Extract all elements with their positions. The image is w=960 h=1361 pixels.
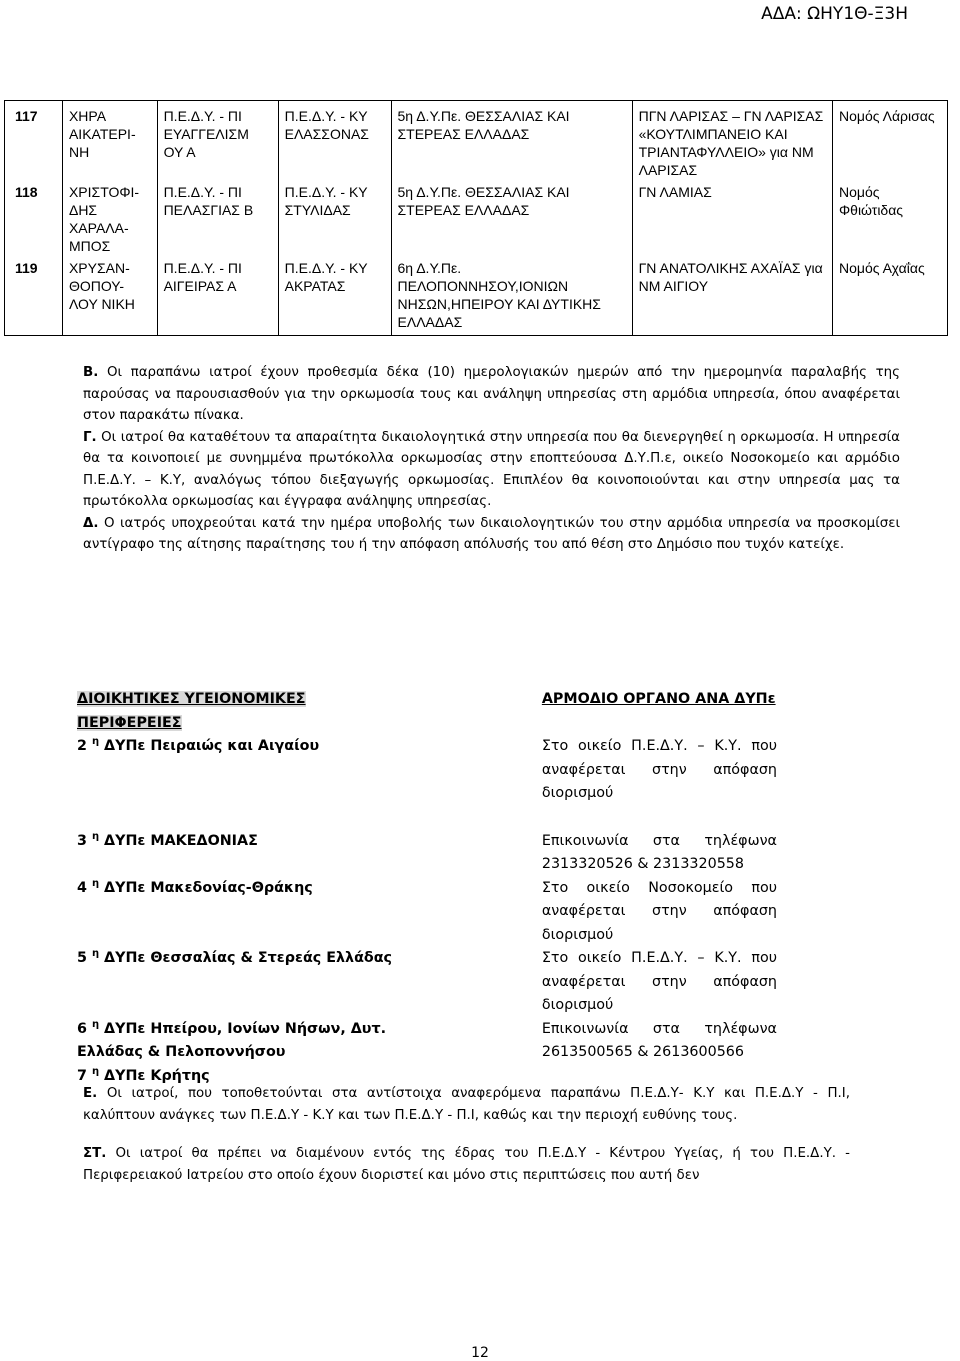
- table-row: [5, 101, 948, 184]
- ordinal-sup: η: [91, 736, 100, 748]
- dype-title: ΔΥΠε Πειραιώς και Αιγαίου: [104, 738, 320, 754]
- table-row: [5, 183, 948, 259]
- dype-title: ΔΥΠε Ηπείρου, Ιονίων Νήσων, Δυτ. Ελλάδας & Πελοποννήσου: [77, 1020, 387, 1060]
- ordinal-sup: η: [91, 877, 100, 889]
- table-row: [77, 735, 777, 806]
- prefecture: Νομός Φθιώτιδας: [832, 183, 947, 259]
- hospital: ΓΝ ΑΝΑΤΟΛΙΚΗΣ ΑΧΑΪΑΣ για ΝΜ ΑΙΓΙΟΥ: [632, 259, 832, 336]
- document-code: ΑΔΑ: ΩΗΥ1Θ-Ξ3Η: [761, 4, 908, 24]
- section-e: [83, 1083, 850, 1127]
- section-st: [83, 1143, 850, 1187]
- dype-organ-table: [77, 688, 777, 1088]
- section-c: [83, 427, 900, 513]
- dype-title: ΔΥΠε Μακεδονίας-Θράκης: [104, 879, 313, 896]
- row-number: 118: [5, 183, 63, 259]
- instructions-body: [83, 362, 900, 556]
- closing-body: [83, 1083, 850, 1203]
- section-e-label: Ε.: [83, 1086, 98, 1101]
- doctor-name: ΧΡΥΣΑΝ-ΘΟΠΟΥ-ΛΟΥ ΝΙΚΗ: [62, 259, 157, 336]
- row-number: 117: [5, 101, 63, 184]
- table-row: [77, 1018, 777, 1065]
- ordinal-sup: η: [91, 830, 100, 842]
- dype-organ: Στο οικείο Π.Ε.Δ.Υ. – Κ.Υ. που αναφέρεται στην απόφαση διορισμού: [541, 950, 777, 1013]
- ordinal-sup: η: [91, 1018, 100, 1030]
- dype-num: 5: [77, 950, 87, 966]
- dype-title: ΔΥΠε Θεσσαλίας & Στερεάς Ελλάδας: [104, 950, 393, 966]
- header-left-line2: ΠΕΡΙΦΕΡΕΙΕΣ: [77, 714, 182, 731]
- dype-title: ΔΥΠε ΜΑΚΕΔΟΝΙΑΣ: [104, 832, 258, 849]
- dype-organ: Επικοινωνία στα τηλέφωνα 2313320526 & 2313320558: [541, 832, 777, 872]
- section-b: [83, 362, 900, 427]
- page-number: 12: [471, 1345, 489, 1361]
- section-d-text: Ο ιατρός υποχρεούται κατά την ημέρα υποβολής των δικαιολογητικών του στην αρμόδια υπηρεσία να προσκομίσει αντίγραφο της αίτησης παραίτησης του ή την απόφαση απόλυσής του από θέση στο Δημόσιο που τυχόν κατείχε.: [83, 515, 900, 552]
- prefecture: Νομός Λάρισας: [832, 101, 947, 184]
- section-d: [83, 513, 900, 556]
- section-st-text: Οι ιατροί θα πρέπει να διαμένουν εντός της έδρας του Π.Ε.Δ.Υ - Κέντρου Υγείας, ή του Π.Ε.Δ.Υ. - Περιφερειακού Ιατρείου στο οποίο έχουν διοριστεί και μόνο στις περιπτώσεις που αυτή δεν: [83, 1146, 850, 1183]
- ped-ky: Π.Ε.Δ.Υ. - ΚΥ ΑΚΡΑΤΑΣ: [278, 259, 391, 336]
- header-left-line1: ΔΙΟΙΚΗΤΙΚΕΣ ΥΓΕΙΟΝΟΜΙΚΕΣ: [77, 691, 306, 707]
- dype-table-header: [77, 688, 777, 735]
- table-row: [77, 947, 777, 1018]
- section-st-label: ΣΤ.: [83, 1146, 107, 1161]
- ped-pi: Π.Ε.Δ.Υ. - ΠΙ ΑΙΓΕΙΡΑΣ Α: [157, 259, 278, 336]
- section-d-label: Δ.: [83, 515, 99, 531]
- dype-num: 3: [77, 832, 87, 849]
- section-b-text: Οι παραπάνω ιατροί έχουν προθεσμία δέκα (10) ημερολογιακών ημερών από την ημερομηνία παραλαβής της παρούσας να παρουσιασθούν για την ορκωμοσία τους και ανάληψη υπηρεσίας στη αρμόδια υπηρεσία, όπου αναφέρεται στον παρακάτω πίνακα.: [83, 365, 900, 423]
- dype-organ: Στο οικείο Νοσοκομείο που αναφέρεται στην απόφαση διορισμού: [541, 879, 777, 943]
- doctor-name: ΧΡΙΣΤΟΦΙ-ΔΗΣ ΧΑΡΑΛΑ-ΜΠΟΣ: [62, 183, 157, 259]
- table-row: [5, 259, 948, 336]
- row-number: 119: [5, 259, 63, 336]
- ped-ky: Π.Ε.Δ.Υ. - ΚΥ ΕΛΑΣΣΟΝΑΣ: [278, 101, 391, 184]
- section-c-label: Γ.: [83, 429, 97, 445]
- header-right: ΑΡΜΟΔΙΟ ΟΡΓΑΝΟ ΑΝΑ ΔΥΠε: [541, 691, 776, 707]
- dype-num: 4: [77, 879, 87, 896]
- dype-num: 2: [77, 738, 87, 754]
- ordinal-sup: η: [91, 1065, 100, 1077]
- table-row: [77, 877, 777, 948]
- hospital: ΓΝ ΛΑΜΙΑΣ: [632, 183, 832, 259]
- dype-num: 7: [77, 1067, 87, 1084]
- doctor-name: ΧΗΡΑ ΑΙΚΑΤΕΡΙ-ΝΗ: [62, 101, 157, 184]
- ordinal-sup: η: [91, 948, 100, 960]
- dype: 6η Δ.Υ.Πε. ΠΕΛΟΠΟΝΝΗΣΟΥ,ΙΟΝΙΩΝ ΝΗΣΩΝ,ΗΠΕΙΡΟΥ ΚΑΙ ΔΥΤΙΚΗΣ ΕΛΛΑΔΑΣ: [391, 259, 632, 336]
- hospital: ΠΓΝ ΛΑΡΙΣΑΣ – ΓΝ ΛΑΡΙΣΑΣ «ΚΟΥΤΛΙΜΠΑΝΕΙΟ ΚΑΙ ΤΡΙΑΝΤΑΦΥΛΛΕΙΟ» για ΝΜ ΛΑΡΙΣΑΣ: [632, 101, 832, 184]
- table-row: [77, 830, 777, 877]
- dype-title: ΔΥΠε Κρήτης: [104, 1067, 210, 1084]
- section-b-label: Β.: [83, 365, 99, 380]
- dype: 5η Δ.Υ.Πε. ΘΕΣΣΑΛΙΑΣ ΚΑΙ ΣΤΕΡΕΑΣ ΕΛΛΑΔΑΣ: [391, 183, 632, 259]
- ped-pi: Π.Ε.Δ.Υ. - ΠΙ ΠΕΛΑΣΓΙΑΣ Β: [157, 183, 278, 259]
- prefecture: Νομός Αχαΐας: [832, 259, 947, 336]
- section-c-text: Οι ιατροί θα καταθέτουν τα απαραίτητα δικαιολογητικά στην υπηρεσία που θα διενεργηθεί η ορκωμοσία. Η υπηρεσία θα τα κοινοποιεί με συνημμένα πρωτόκολλα ορκωμοσίας στην εποπτεύουσα Δ.Υ.Π.ε, οικείο Νοσοκομείο και αρμόδιο Π.Ε.Δ.Υ. – Κ.Υ, αναλόγως τόπου διεξαγωγής ορκωμοσίας. Επιπλέον θα κοινοποιούνται και στην υπηρεσία μας τα πρωτόκολλα ορκωμοσίας και έγγραφα ανάληψης υπηρεσίας.: [83, 429, 900, 509]
- dype: 5η Δ.Υ.Πε. ΘΕΣΣΑΛΙΑΣ ΚΑΙ ΣΤΕΡΕΑΣ ΕΛΛΑΔΑΣ: [391, 101, 632, 184]
- appointments-table: [4, 100, 948, 336]
- ped-pi: Π.Ε.Δ.Υ. - ΠΙ ΕΥΑΓΓΕΛΙΣΜ ΟΥ Α: [157, 101, 278, 184]
- dype-num: 6: [77, 1020, 87, 1037]
- ped-ky: Π.Ε.Δ.Υ. - ΚΥ ΣΤΥΛΙΔΑΣ: [278, 183, 391, 259]
- dype-organ: Επικοινωνία στα τηλέφωνα 2613500565 & 2613600566: [541, 1020, 777, 1060]
- dype-organ: Στο οικείο Π.Ε.Δ.Υ. – Κ.Υ. που αναφέρεται στην απόφαση διορισμού: [541, 738, 777, 801]
- section-e-text: Οι ιατροί, που τοποθετούνται στα αντίστοιχα αναφερόμενα παραπάνω Π.Ε.Δ.Υ- Κ.Υ και Π.Ε.Δ.Υ - Π.Ι, καλύπτουν ανάγκες των Π.Ε.Δ.Υ - Κ.Υ και των Π.Ε.Δ.Υ - Π.Ι, καθώς και την περιοχή ευθύνης τους.: [83, 1086, 850, 1123]
